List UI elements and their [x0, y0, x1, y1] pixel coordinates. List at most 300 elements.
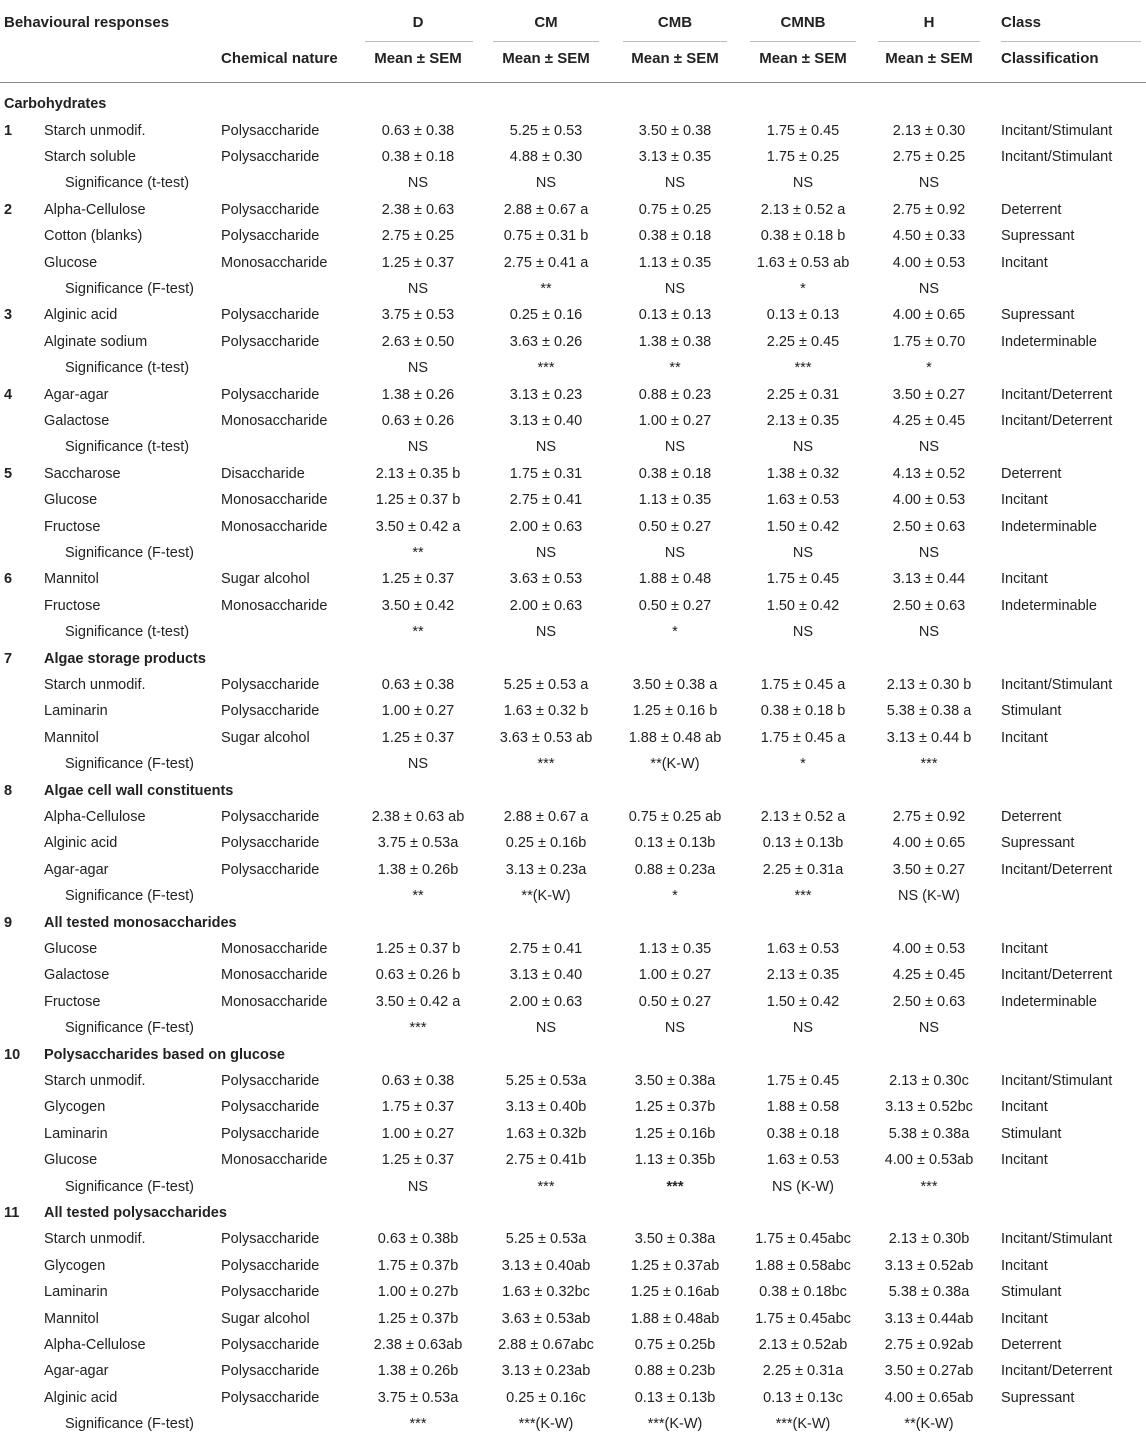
header-sub-h: Mean ± SEM — [885, 50, 973, 67]
value-h: 3.13 ± 0.52bc — [885, 1099, 973, 1116]
value-cmb: 1.00 ± 0.27 — [638, 967, 712, 984]
table-row — [0, 1358, 1146, 1384]
value-cm: 0.25 ± 0.16c — [506, 1389, 586, 1406]
compound-name: Laminarin — [44, 1284, 108, 1301]
value-h: 2.13 ± 0.30b — [888, 1231, 970, 1248]
value-cm: 2.88 ± 0.67 a — [503, 808, 589, 825]
significance-cmb: * — [672, 624, 678, 641]
classification: Stimulant — [1001, 703, 1062, 720]
table-row — [0, 461, 1146, 487]
significance-h: NS — [918, 1020, 940, 1037]
table-row — [0, 1253, 1146, 1279]
value-cmb: 0.13 ± 0.13b — [634, 1389, 716, 1406]
compound-name: Galactose — [44, 967, 110, 984]
compound-name: Starch unmodif. — [44, 122, 146, 139]
value-cmb: 0.13 ± 0.13 — [638, 307, 712, 324]
value-cmnb: 1.88 ± 0.58abc — [755, 1257, 851, 1274]
significance-cmnb: NS — [792, 544, 814, 561]
significance-cmb: ***(K-W) — [647, 1416, 703, 1433]
compound-name: Fructose — [44, 597, 101, 614]
table-row — [0, 144, 1146, 170]
value-cmnb: 1.50 ± 0.42 — [766, 518, 840, 535]
classification: Incitant/Stimulant — [1001, 122, 1113, 139]
chemical-nature: Monosaccharide — [221, 518, 328, 535]
value-cmb: 1.88 ± 0.48 — [638, 571, 712, 588]
classification: Incitant/Stimulant — [1001, 1072, 1113, 1089]
classification: Supressant — [1001, 835, 1075, 852]
table-row — [0, 566, 1146, 592]
group-title-row — [0, 646, 1146, 672]
compound-name: Mannitol — [44, 571, 99, 588]
compound-name: Alpha-Cellulose — [44, 1336, 146, 1353]
value-cm: 3.13 ± 0.40 — [509, 967, 583, 984]
value-d: 2.38 ± 0.63 — [381, 201, 455, 218]
significance-h: NS — [918, 280, 940, 297]
table-row — [0, 118, 1146, 144]
compound-name: Glucose — [44, 492, 98, 509]
compound-name: Glycogen — [44, 1257, 106, 1274]
header-row-2 — [0, 46, 1146, 72]
value-d: 1.38 ± 0.26b — [377, 1363, 459, 1380]
compound-name: Glucose — [44, 1152, 98, 1169]
significance-cmnb: NS — [792, 175, 814, 192]
value-cmb: 0.50 ± 0.27 — [638, 518, 712, 535]
significance-cmb: *** — [666, 1178, 684, 1195]
value-h: 2.13 ± 0.30 b — [886, 676, 972, 693]
significance-row — [0, 540, 1146, 566]
value-cm: 2.00 ± 0.63 — [509, 518, 583, 535]
compound-name: Saccharose — [44, 465, 121, 482]
chemical-nature: Monosaccharide — [221, 412, 328, 429]
table-row — [0, 804, 1146, 830]
value-d: 0.63 ± 0.38 — [381, 1072, 455, 1089]
significance-cmnb: NS — [792, 624, 814, 641]
value-cmnb: 1.50 ± 0.42 — [766, 993, 840, 1010]
compound-name: Starch unmodif. — [44, 1231, 146, 1248]
significance-label: Significance (F-test) — [65, 888, 194, 905]
value-cmnb: 1.75 ± 0.45 a — [760, 676, 846, 693]
header-divider — [623, 41, 727, 42]
group-number: 1 — [4, 122, 13, 139]
group-number: 5 — [4, 465, 13, 482]
value-d: 1.25 ± 0.37 — [381, 254, 455, 271]
value-d: 1.00 ± 0.27 — [381, 703, 455, 720]
value-cmnb: 2.25 ± 0.45 — [766, 333, 840, 350]
group-title: Algae storage products — [44, 650, 206, 667]
significance-cm: NS — [535, 439, 557, 456]
value-cm: 2.75 ± 0.41 — [509, 940, 583, 957]
group-title: All tested monosaccharides — [44, 914, 237, 931]
value-d: 3.75 ± 0.53 — [381, 307, 455, 324]
chemical-nature: Sugar alcohol — [221, 1310, 310, 1327]
significance-cm: *** — [537, 756, 555, 773]
table-row — [0, 1306, 1146, 1332]
significance-d: ** — [412, 624, 424, 641]
table-row — [0, 329, 1146, 355]
value-cmnb: 1.75 ± 0.25 — [766, 148, 840, 165]
value-cmnb: 0.13 ± 0.13c — [763, 1389, 843, 1406]
value-cm: 3.63 ± 0.26 — [509, 333, 583, 350]
value-d: 3.50 ± 0.42 — [381, 597, 455, 614]
classification: Incitant/Deterrent — [1001, 861, 1113, 878]
value-h: 2.50 ± 0.63 — [892, 597, 966, 614]
value-h: 2.50 ± 0.63 — [892, 993, 966, 1010]
value-d: 1.25 ± 0.37 — [381, 571, 455, 588]
compound-name: Fructose — [44, 993, 101, 1010]
compound-name: Glycogen — [44, 1099, 106, 1116]
value-d: 3.50 ± 0.42 a — [375, 993, 461, 1010]
classification: Incitant — [1001, 729, 1048, 746]
value-h: 4.00 ± 0.65ab — [884, 1389, 974, 1406]
value-cmnb: 2.25 ± 0.31a — [762, 861, 844, 878]
value-cm: 1.75 ± 0.31 — [509, 465, 583, 482]
significance-cmb: NS — [664, 280, 686, 297]
significance-cmb: **(K-W) — [650, 756, 700, 773]
classification: Indeterminable — [1001, 993, 1097, 1010]
value-h: 4.00 ± 0.53 — [892, 254, 966, 271]
significance-cm: ***(K-W) — [518, 1416, 574, 1433]
header-col-cm: CM — [534, 14, 558, 31]
value-cmb: 0.13 ± 0.13b — [634, 835, 716, 852]
chemical-nature: Sugar alcohol — [221, 571, 310, 588]
significance-d: ** — [412, 544, 424, 561]
value-cm: 3.13 ± 0.23a — [505, 861, 587, 878]
value-cmb: 0.75 ± 0.25b — [634, 1336, 716, 1353]
value-d: 1.25 ± 0.37 b — [375, 940, 461, 957]
compound-name: Agar-agar — [44, 861, 109, 878]
value-cmb: 1.25 ± 0.16ab — [630, 1284, 720, 1301]
group-number: 2 — [4, 201, 13, 218]
significance-cmnb: NS — [792, 1020, 814, 1037]
significance-row — [0, 1015, 1146, 1041]
header-chemical-nature: Chemical nature — [221, 50, 338, 67]
header-divider — [750, 41, 856, 42]
value-d: 3.50 ± 0.42 a — [375, 518, 461, 535]
significance-cm: NS — [535, 544, 557, 561]
table-row — [0, 989, 1146, 1015]
value-h: 2.75 ± 0.92ab — [884, 1336, 974, 1353]
classification: Indeterminable — [1001, 518, 1097, 535]
group-number: 7 — [4, 650, 13, 667]
table-row — [0, 725, 1146, 751]
value-h: 4.00 ± 0.65 — [892, 307, 966, 324]
header-divider — [1001, 41, 1141, 42]
significance-cmnb: *** — [794, 360, 812, 377]
header-bottom-rule — [0, 82, 1146, 83]
value-cm: 5.25 ± 0.53a — [505, 1231, 587, 1248]
significance-h: NS — [918, 175, 940, 192]
value-cmnb: 1.38 ± 0.32 — [766, 465, 840, 482]
value-h: 3.13 ± 0.44 — [892, 571, 966, 588]
value-cmb: 1.00 ± 0.27 — [638, 412, 712, 429]
value-h: 1.75 ± 0.70 — [892, 333, 966, 350]
significance-d: NS — [407, 756, 429, 773]
value-cmnb: 1.75 ± 0.45 — [766, 122, 840, 139]
significance-d: NS — [407, 360, 429, 377]
value-d: 1.38 ± 0.26 — [381, 386, 455, 403]
significance-row — [0, 1174, 1146, 1200]
compound-name: Fructose — [44, 518, 101, 535]
value-cmnb: 2.13 ± 0.35 — [766, 967, 840, 984]
value-cmb: 0.50 ± 0.27 — [638, 993, 712, 1010]
value-cm: 3.63 ± 0.53 ab — [499, 729, 593, 746]
table-row — [0, 1121, 1146, 1147]
classification: Deterrent — [1001, 465, 1062, 482]
table-row — [0, 1226, 1146, 1252]
value-cm: 3.13 ± 0.40ab — [501, 1257, 591, 1274]
compound-name: Cotton (blanks) — [44, 228, 143, 245]
significance-cm: NS — [535, 175, 557, 192]
classification: Deterrent — [1001, 808, 1062, 825]
value-cmb: 0.50 ± 0.27 — [638, 597, 712, 614]
significance-label: Significance (F-test) — [65, 1020, 194, 1037]
classification: Incitant — [1001, 1257, 1048, 1274]
compound-name: Alginic acid — [44, 835, 118, 852]
chemical-nature: Polysaccharide — [221, 703, 320, 720]
significance-cmnb: * — [800, 280, 806, 297]
value-d: 0.63 ± 0.26 — [381, 412, 455, 429]
header-row-1 — [0, 10, 1146, 36]
table-row — [0, 302, 1146, 328]
chemical-nature: Polysaccharide — [221, 1072, 320, 1089]
classification: Incitant — [1001, 1310, 1048, 1327]
header-behavioural-responses: Behavioural responses — [4, 14, 170, 31]
header-divider — [365, 41, 473, 42]
value-cm: 1.63 ± 0.32bc — [502, 1284, 590, 1301]
classification: Incitant/Deterrent — [1001, 967, 1113, 984]
value-cm: 0.25 ± 0.16 — [509, 307, 583, 324]
classification: Incitant/Stimulant — [1001, 148, 1113, 165]
value-cmnb: 1.88 ± 0.58 — [766, 1099, 840, 1116]
table-row — [0, 223, 1146, 249]
significance-cm: ** — [540, 280, 552, 297]
significance-d: ** — [412, 888, 424, 905]
compound-name: Alginate sodium — [44, 333, 148, 350]
group-number: 11 — [4, 1204, 20, 1221]
value-d: 0.63 ± 0.38b — [377, 1231, 459, 1248]
value-d: 1.25 ± 0.37 — [381, 729, 455, 746]
significance-h: **(K-W) — [904, 1416, 954, 1433]
significance-cmnb: *** — [794, 888, 812, 905]
table-row — [0, 1332, 1146, 1358]
significance-d: *** — [409, 1416, 427, 1433]
group-title: Algae cell wall constituents — [44, 782, 234, 799]
group-number: 8 — [4, 782, 13, 799]
chemical-nature: Polysaccharide — [221, 835, 320, 852]
header-divider — [493, 41, 599, 42]
classification: Incitant/Stimulant — [1001, 676, 1113, 693]
compound-name: Mannitol — [44, 729, 99, 746]
value-cmb: 1.25 ± 0.37ab — [630, 1257, 720, 1274]
chemical-nature: Sugar alcohol — [221, 729, 310, 746]
value-cmnb: 1.75 ± 0.45abc — [755, 1310, 851, 1327]
value-d: 2.13 ± 0.35 b — [375, 465, 461, 482]
value-h: 2.75 ± 0.25 — [892, 148, 966, 165]
chemical-nature: Polysaccharide — [221, 307, 320, 324]
value-d: 1.25 ± 0.37 — [381, 1152, 455, 1169]
header-col-h: H — [923, 14, 935, 31]
group-title-row — [0, 1200, 1146, 1226]
value-cmb: 1.13 ± 0.35 — [638, 254, 712, 271]
classification: Supressant — [1001, 1389, 1075, 1406]
value-cm: 1.63 ± 0.32b — [505, 1125, 587, 1142]
value-cm: 3.13 ± 0.40b — [505, 1099, 587, 1116]
value-h: 4.25 ± 0.45 — [892, 412, 966, 429]
significance-cmb: * — [672, 888, 678, 905]
compound-name: Agar-agar — [44, 1363, 109, 1380]
chemical-nature: Monosaccharide — [221, 597, 328, 614]
significance-label: Significance (F-test) — [65, 544, 194, 561]
significance-cmb: ** — [669, 360, 681, 377]
chemical-nature: Polysaccharide — [221, 201, 320, 218]
value-cm: 5.25 ± 0.53 — [509, 122, 583, 139]
significance-h: NS (K-W) — [897, 888, 961, 905]
compound-name: Laminarin — [44, 703, 108, 720]
value-cmnb: 2.13 ± 0.35 — [766, 412, 840, 429]
header-col-cmb: CMB — [657, 14, 693, 31]
compound-name: Starch unmodif. — [44, 676, 146, 693]
section-row — [0, 91, 1146, 117]
chemical-nature: Polysaccharide — [221, 148, 320, 165]
significance-label: Significance (F-test) — [65, 1416, 194, 1433]
value-h: 2.13 ± 0.30 — [892, 122, 966, 139]
value-cmnb: 0.13 ± 0.13b — [762, 835, 844, 852]
significance-label: Significance (F-test) — [65, 280, 194, 297]
classification: Stimulant — [1001, 1125, 1062, 1142]
value-cmb: 1.88 ± 0.48 ab — [628, 729, 722, 746]
value-d: 1.38 ± 0.26b — [377, 861, 459, 878]
table-row — [0, 857, 1146, 883]
chemical-nature: Monosaccharide — [221, 1152, 328, 1169]
value-d: 1.75 ± 0.37 — [381, 1099, 455, 1116]
significance-cmb: NS — [664, 439, 686, 456]
classification: Indeterminable — [1001, 333, 1097, 350]
group-title: All tested polysaccharides — [44, 1204, 227, 1221]
significance-h: NS — [918, 439, 940, 456]
classification: Incitant — [1001, 1152, 1048, 1169]
value-cmb: 1.88 ± 0.48ab — [630, 1310, 720, 1327]
value-cmb: 0.75 ± 0.25 ab — [628, 808, 722, 825]
significance-cmnb: NS — [792, 439, 814, 456]
header-divider — [878, 41, 980, 42]
value-cm: 1.63 ± 0.32 b — [503, 703, 589, 720]
value-h: 4.00 ± 0.53 — [892, 940, 966, 957]
significance-d: NS — [407, 280, 429, 297]
group-number: 9 — [4, 914, 13, 931]
table-row — [0, 250, 1146, 276]
group-number: 10 — [4, 1046, 21, 1063]
significance-label: Significance (F-test) — [65, 756, 194, 773]
significance-cmnb: * — [800, 756, 806, 773]
table-row — [0, 1279, 1146, 1305]
compound-name: Mannitol — [44, 1310, 99, 1327]
classification: Incitant — [1001, 1099, 1048, 1116]
chemical-nature: Monosaccharide — [221, 492, 328, 509]
chemical-nature: Polysaccharide — [221, 1389, 320, 1406]
header-class: Class — [1001, 14, 1042, 31]
value-h: 4.00 ± 0.53ab — [884, 1152, 974, 1169]
value-cm: 2.00 ± 0.63 — [509, 597, 583, 614]
value-h: 3.50 ± 0.27 — [892, 861, 966, 878]
value-h: 4.00 ± 0.65 — [892, 835, 966, 852]
classification: Supressant — [1001, 307, 1075, 324]
value-cm: 0.75 ± 0.31 b — [503, 228, 589, 245]
significance-h: *** — [920, 756, 938, 773]
classification: Stimulant — [1001, 1284, 1062, 1301]
significance-cm: NS — [535, 624, 557, 641]
value-cm: 2.75 ± 0.41 — [509, 492, 583, 509]
value-d: 0.38 ± 0.18 — [381, 148, 455, 165]
header-classification: Classification — [1001, 50, 1099, 67]
significance-row — [0, 434, 1146, 460]
compound-name: Agar-agar — [44, 386, 109, 403]
value-cmb: 1.13 ± 0.35b — [634, 1152, 716, 1169]
significance-cm: *** — [537, 1178, 555, 1195]
table-row — [0, 1385, 1146, 1411]
significance-h: NS — [918, 544, 940, 561]
value-h: 2.13 ± 0.30c — [889, 1072, 969, 1089]
value-h: 4.25 ± 0.45 — [892, 967, 966, 984]
chemical-nature: Disaccharide — [221, 465, 305, 482]
section-title: Carbohydrates — [4, 96, 107, 112]
chemical-nature: Polysaccharide — [221, 1336, 320, 1353]
value-cmb: 1.38 ± 0.38 — [638, 333, 712, 350]
value-cmnb: 1.75 ± 0.45abc — [755, 1231, 851, 1248]
chemical-nature: Polysaccharide — [221, 1284, 320, 1301]
value-cm: 3.63 ± 0.53ab — [501, 1310, 591, 1327]
value-cmnb: 1.63 ± 0.53 — [766, 492, 840, 509]
group-number: 3 — [4, 307, 13, 324]
value-cmnb: 0.38 ± 0.18bc — [759, 1284, 847, 1301]
value-cm: 2.88 ± 0.67abc — [498, 1336, 594, 1353]
chemical-nature: Polysaccharide — [221, 1231, 320, 1248]
classification: Incitant/Deterrent — [1001, 412, 1113, 429]
value-cmnb: 2.13 ± 0.52 a — [760, 201, 846, 218]
value-h: 5.38 ± 0.38 a — [886, 703, 972, 720]
compound-name: Glucose — [44, 940, 98, 957]
value-d: 0.63 ± 0.26 b — [375, 967, 461, 984]
value-cmnb: 1.75 ± 0.45 — [766, 1072, 840, 1089]
value-d: 1.75 ± 0.37b — [377, 1257, 459, 1274]
value-cmb: 0.88 ± 0.23 — [638, 386, 712, 403]
significance-cmb: NS — [664, 544, 686, 561]
value-cmnb: 0.38 ± 0.18 b — [760, 703, 846, 720]
value-cmb: 0.75 ± 0.25 — [638, 201, 712, 218]
group-title-row — [0, 1042, 1146, 1068]
header-col-d: D — [412, 14, 424, 31]
table-row — [0, 593, 1146, 619]
significance-cmnb: ***(K-W) — [775, 1416, 831, 1433]
value-cmnb: 1.50 ± 0.42 — [766, 597, 840, 614]
value-d: 1.00 ± 0.27b — [377, 1284, 459, 1301]
chemical-nature: Polysaccharide — [221, 122, 320, 139]
significance-h: NS — [918, 624, 940, 641]
significance-row — [0, 276, 1146, 302]
group-number: 4 — [4, 386, 13, 403]
header-sub-cm: Mean ± SEM — [502, 50, 590, 67]
chemical-nature: Polysaccharide — [221, 1257, 320, 1274]
significance-label: Significance (t-test) — [65, 175, 190, 192]
classification: Incitant/Deterrent — [1001, 386, 1113, 403]
value-cmnb: 1.75 ± 0.45 a — [760, 729, 846, 746]
value-cmb: 3.50 ± 0.38 — [638, 122, 712, 139]
chemical-nature: Polysaccharide — [221, 808, 320, 825]
value-cmnb: 2.25 ± 0.31 — [766, 386, 840, 403]
compound-name: Alginic acid — [44, 1389, 118, 1406]
value-cmb: 1.13 ± 0.35 — [638, 940, 712, 957]
header-sub-d: Mean ± SEM — [374, 50, 462, 67]
chemical-nature: Polysaccharide — [221, 1125, 320, 1142]
